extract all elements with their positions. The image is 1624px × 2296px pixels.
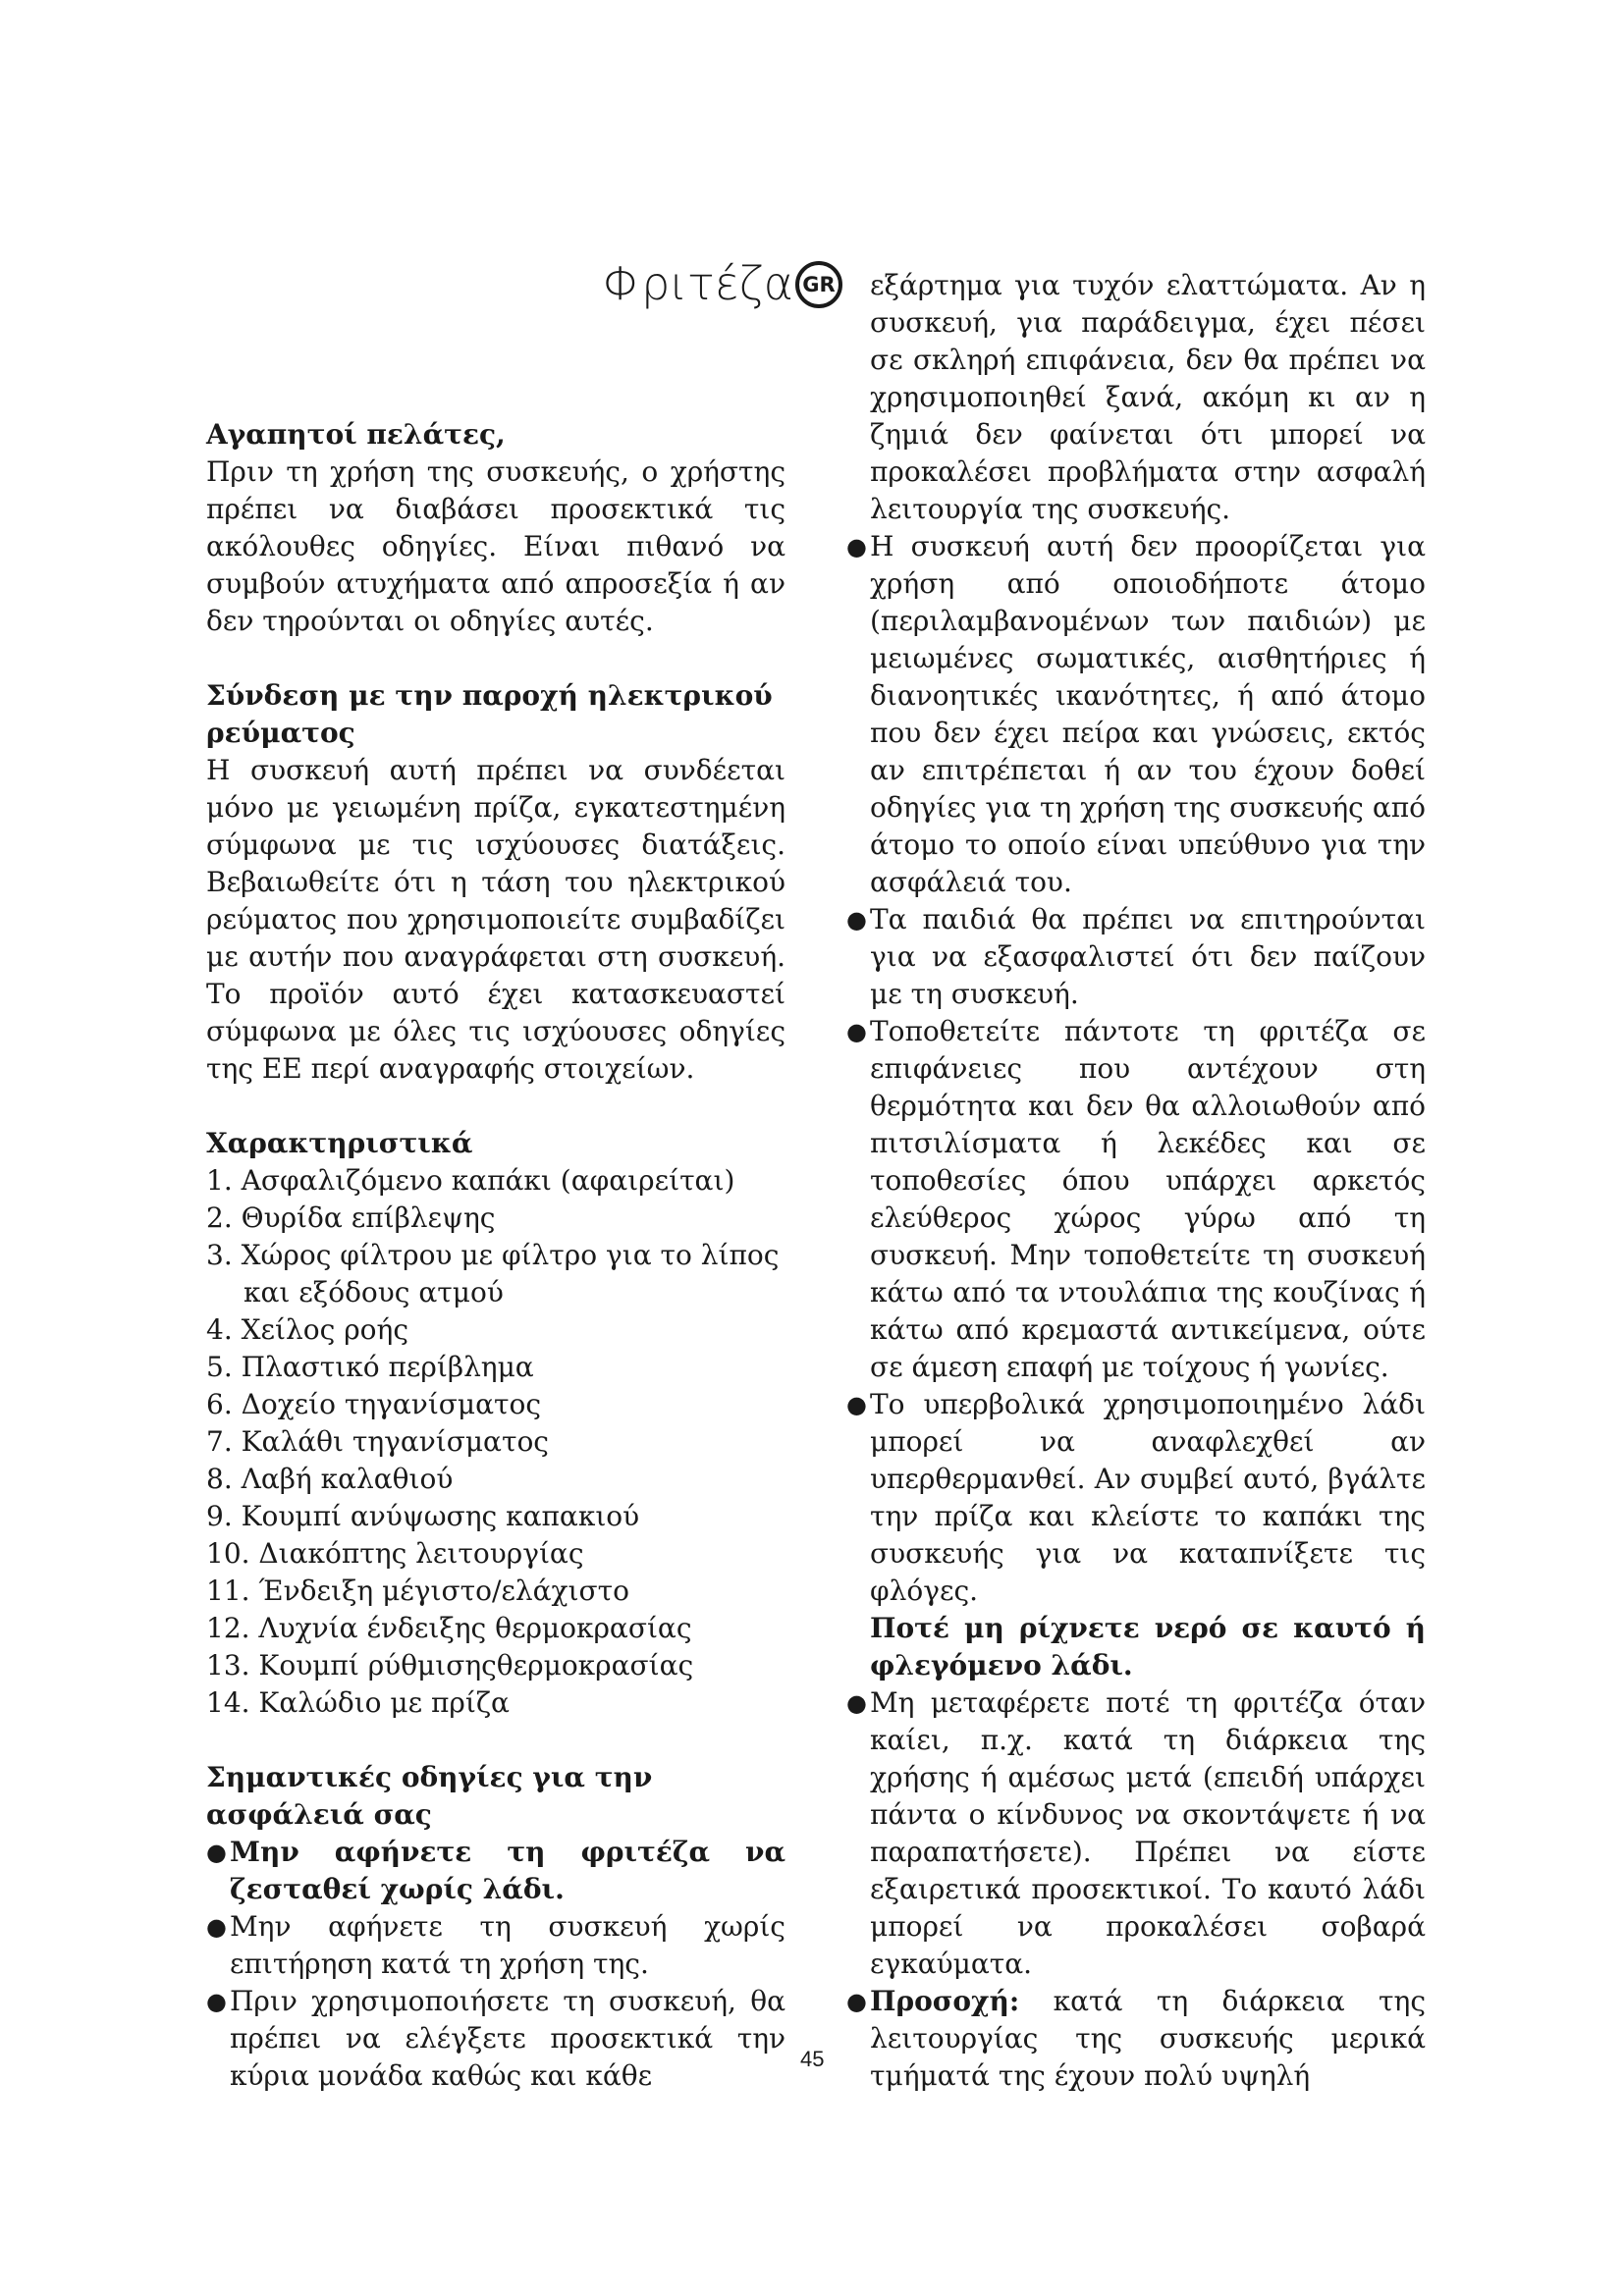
bullet-text: Τοποθετείτε πάντοτε τη φριτέζα σε επιφάνειες που αντέχουν στη θερμότητα και δεν θα αλλοιωθούν από πιτσιλίσματα ή λεκέδες και σε τοποθεσίες όπου υπάρχει αρκετός ελεύθερος χώρος γύρω από τη συσκευή. Μην τοποθετείτε τη συσκευή κάτω από τα ντουλάπια της κουζίνας ή κάτω από κρεμαστά αντικείμενα, ούτε σε άμεση επαφή με τοίχους ή γωνίες. xyxy=(870,1015,1426,1383)
bullet-icon: ● xyxy=(846,906,867,934)
bullet-text: Η συσκευή αυτή δεν προορίζεται για χρήση από οποιοδήποτε άτομο (περιλαμβανομένων των παιδιών) με μειωμένες σωματικές, αισθητήριες ή διανοητικές ικανότητες, ή από άτομο που δεν έχει πείρα και γνώσεις, εκτός αν επιτρέπεται ή αν του έχουν δοθεί οδηγίες για τη χρήση της συσκευής από άτομο το οποίο είναι υπεύθυνο για την ασφάλειά του. xyxy=(870,530,1426,898)
list-item: 11. Ένδειξη μέγιστο/ελάχιστο xyxy=(206,1575,629,1607)
page-title xyxy=(589,257,842,310)
safety-bullet xyxy=(846,1386,1426,1684)
attention-label: Προσοχή: xyxy=(870,1985,1020,2017)
features-section xyxy=(206,1125,785,1722)
list-item xyxy=(206,1274,785,1311)
continuation-text: εξάρτημα για τυχόν ελαττώματα. Αν η συσκευή, για παράδειγμα, έχει πέσει σε σκληρή επιφάνεια, δεν θα πρέπει να χρησιμοποιηθεί ξανά, ακόμη κι αν η ζημιά δεν φαίνεται ότι μπορεί να προκαλέσει προβλήματα στην ασφαλή λειτουργία της συσκευής. xyxy=(870,269,1426,525)
safety-bullet xyxy=(206,1908,785,1983)
bullet-icon: ● xyxy=(846,1018,867,1045)
bullet-icon: ● xyxy=(206,1839,227,1866)
safety-section xyxy=(206,1759,785,2095)
safety-bullet xyxy=(846,901,1426,1013)
bullet-icon: ● xyxy=(846,1689,867,1717)
list-item: 3. Χώρος φίλτρου με φίλτρο για το λίπος xyxy=(206,1239,780,1271)
bullet-icon: ● xyxy=(846,1988,867,2015)
list-item: 5. Πλαστικό περίβλημα xyxy=(206,1351,534,1383)
connection-section xyxy=(206,677,785,1088)
safety-bullet xyxy=(846,528,1426,901)
bullet-text: Πριν χρησιμοποιήσετε τη συσκευή, θα πρέπει να ελέγξετε προσεκτικά την κύρια μονάδα καθώς και κάθε xyxy=(230,1985,785,2092)
safety-bullet xyxy=(846,1983,1426,2095)
list-item: 7. Καλάθι τηγανίσματος xyxy=(206,1425,549,1458)
list-item: 1. Ασφαλιζόμενο καπάκι (αφαιρείται) xyxy=(206,1164,735,1197)
list-item: 14. Καλώδιο με πρίζα xyxy=(206,1686,510,1719)
bullet-text: Μη μεταφέρετε ποτέ τη φριτέζα όταν καίει, π.χ. κατά τη διάρκεια της χρήσης ή αμέσως μετά (επειδή υπάρχει πάντα ο κίνδυνος να σκοντάψετε ή να παραπατήσετε). Πρέπει να είστε εξαιρετικά προσεκτικοί. Το καυτό λάδι μπορεί να προκαλέσει σοβαρά εγκαύματα. xyxy=(870,1686,1426,1980)
safety-bullet xyxy=(206,1834,785,1908)
title-text: Φριτέζα xyxy=(602,257,793,310)
connection-text: Η συσκευή αυτή πρέπει να συνδέεται μόνο με γειωμένη πρίζα, εγκατεστημένη σύμφωνα με τις ισχύουσες διατάξεις. Βεβαιωθείτε ότι η τάση του ηλεκτρικού ρεύματος που χρησιμοποιείτε συμβαδίζει με αυτήν που αναγράφεται στη συσκευή. Το προϊόν αυτό έχει κατασκευαστεί σύμφωνα με όλες τις ισχύουσες οδηγίες της ΕΕ περί αναγραφής στοιχείων. xyxy=(206,754,785,1085)
bullet-text: Μην αφήνετε τη συσκευή χωρίς επιτήρηση κατά τη χρήση της. xyxy=(230,1910,785,1980)
list-item: 2. Θυρίδα επίβλεψης xyxy=(206,1201,496,1234)
bullet-icon: ● xyxy=(206,1988,227,2015)
list-item: 10. Διακόπτης λειτουργίας xyxy=(206,1537,584,1570)
page-number: 45 xyxy=(800,2047,825,2071)
list-item: 4. Χείλος ροής xyxy=(206,1313,408,1346)
bullet-icon: ● xyxy=(206,1913,227,1941)
continuation-paragraph xyxy=(846,267,1426,528)
list-item: 8. Λαβή καλαθιού xyxy=(206,1463,454,1495)
right-column xyxy=(846,267,1426,2095)
features-list xyxy=(206,1162,785,1722)
list-item: 13. Κουμπί ρύθμισηςθερμοκρασίας xyxy=(206,1649,694,1682)
greeting-section xyxy=(206,416,785,640)
list-item: 6. Δοχείο τηγανίσματος xyxy=(206,1388,542,1420)
greeting-heading: Αγαπητοί πελάτες, xyxy=(206,418,506,451)
list-item: 9. Κουμπί ανύψωσης καπακιού xyxy=(206,1500,640,1532)
safety-bullet xyxy=(206,1983,785,2095)
bullet-text: Μην αφήνετε τη φριτέζα να ζεσταθεί χωρίς λάδι. xyxy=(230,1836,785,1905)
language-badge: GR xyxy=(795,261,842,308)
left-column xyxy=(206,416,785,2095)
safety-bullet xyxy=(846,1684,1426,1983)
safety-heading: Σημαντικές οδηγίες για την ασφάλειά σας xyxy=(206,1761,653,1831)
features-heading: Χαρακτηριστικά xyxy=(206,1127,473,1159)
bullet-text: Το υπερβολικά χρησιμοποιημένο λάδι μπορεί να αναφλεχθεί αν υπερθερμανθεί. Αν συμβεί αυτό, βγάλτε την πρίζα και κλείστε το καπάκι της συσκευής για να καταπνίξετε τις φλόγες. xyxy=(870,1388,1426,1607)
bullet-text: Τα παιδιά θα πρέπει να επιτηρούνται για να εξασφαλιστεί ότι δεν παίζουν με τη συσκευή. xyxy=(870,903,1426,1010)
list-item: 12. Λυχνία ένδειξης θερμοκρασίας xyxy=(206,1612,692,1644)
connection-heading: Σύνδεση με την παροχή ηλεκτρικού ρεύματος xyxy=(206,679,773,749)
list-item-continuation: και εξόδους ατμού xyxy=(244,1276,504,1308)
bullet-icon: ● xyxy=(846,1391,867,1418)
greeting-text: Πριν τη χρήση της συσκευής, ο χρήστης πρέπει να διαβάσει προσεκτικά τις ακόλουθες οδηγίες. Είναι πιθανό να συμβούν ατυχήματα από απροσεξία ή αν δεν τηρούνται οι οδηγίες αυτές. xyxy=(206,455,785,637)
oil-warning: Ποτέ μη ρίχνετε νερό σε καυτό ή φλεγόμενο λάδι. xyxy=(870,1612,1426,1682)
bullet-text: κατά τη διάρκεια της λειτουργίας της συσκευής μερικά τμήματά της έχουν πολύ υψηλή xyxy=(870,1985,1426,2092)
safety-bullet xyxy=(846,1013,1426,1386)
bullet-icon: ● xyxy=(846,533,867,561)
